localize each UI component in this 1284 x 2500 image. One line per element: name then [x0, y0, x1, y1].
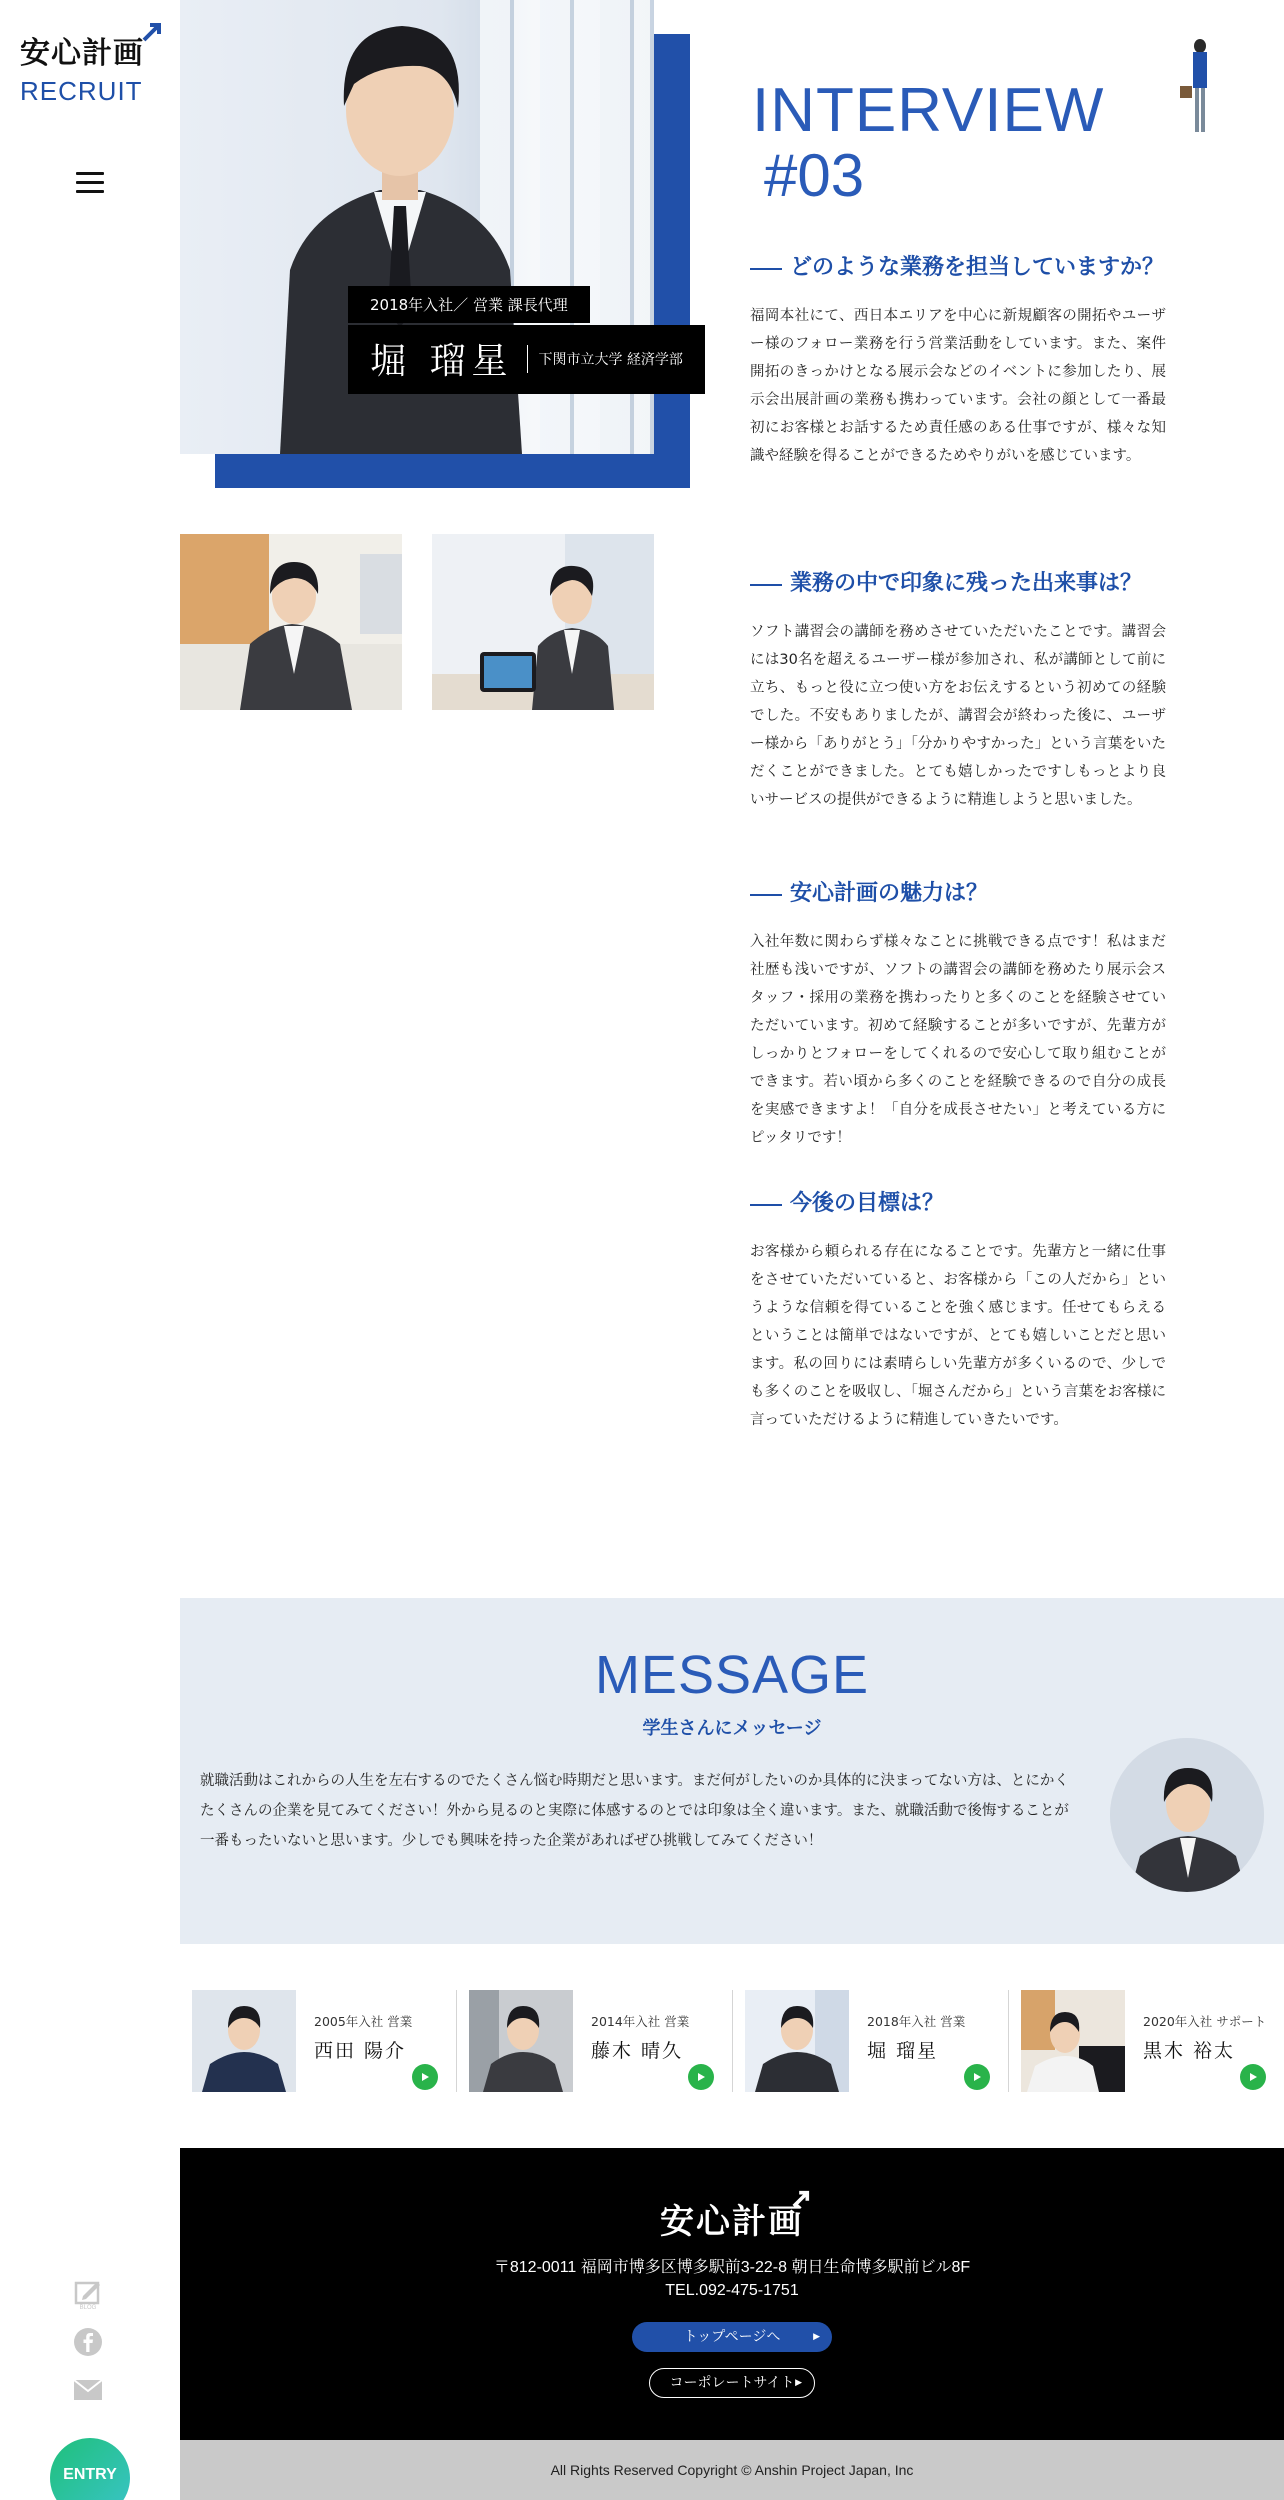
question-3: 安心計画の魅力は？: [790, 881, 989, 906]
staff-photo: [1021, 1990, 1125, 2092]
play-icon[interactable]: [412, 2064, 438, 2090]
play-icon[interactable]: [1240, 2064, 1266, 2090]
staff-name: 西田 陽介: [314, 2040, 407, 2062]
corporate-site-button-label: コーポレートサイト: [669, 2375, 795, 2391]
question-2: 業務の中で印象に残った出来事は？: [790, 571, 1143, 596]
staff-name: 堀 瑠星: [867, 2040, 939, 2062]
interview-title: INTERVIEW: [752, 76, 1105, 145]
answer-2: ソフト講習会の講師を務めさせていただいたことです。講習会には30名を超えるユーザー様が参加され、私が講師として前に立ち、もっと役に立つ使い方をお伝えするという初めての経験でした。不安もありましたが、講習会が終わった後に、ユーザー様から「ありがとう」「分かりやすかった」という言葉をいただくことができました。とても嬉しかったですしもっとより良いサービスの提供ができるように精進しようと思いました。: [750, 623, 1166, 808]
staff-list: [180, 1990, 1284, 2092]
message-subtitle: 学生さんにメッセージ: [642, 1718, 822, 1739]
staff-photo: [192, 1990, 296, 2092]
join-role: 2018年入社／ 営業 課長代理: [348, 286, 590, 323]
footer-address: 〒812-0011 福岡市博多区博多駅前3-22-8 朝日生命博多駅前ビル8F: [493, 2259, 971, 2276]
answer-1: 福岡本社にて、西日本エリアを中心に新規顧客の開拓やユーザー様のフォロー業務を行う営業活動をしています。また、案件開拓のきっかけとなる展示会などのイベントに参加したり、展示会出展計画の業務も携わっています。会社の顔として一番最初にお客様とお話するため責任感のある仕事ですが、様々な知識や経験を得ることができるためやりがいを感じています。: [750, 307, 1166, 464]
footer: [180, 2148, 1284, 2440]
social-links: [72, 2278, 108, 2422]
message-section: [180, 1598, 1284, 1944]
qa-block-4: [750, 1188, 1166, 1434]
top-page-button[interactable]: [632, 2322, 832, 2352]
play-icon[interactable]: [964, 2064, 990, 2090]
answer-3: 入社年数に関わらず様々なことに挑戦できる点です！私はまだ社歴も浅いですが、ソフトの講習会の講師を務めたり展示会スタッフ・採用の業務を携わったりと多くのことを経験させていただいています。初めて経験することが多いですが、先輩方がしっかりとフォローをしてくれるので安心して取り組むことができます。若い頃から多くのことを経験できるので自分の成長を実感できますよ！「自分を成長させたい」と考えている方にピッタリです！: [750, 933, 1166, 1146]
staff-photo: [469, 1990, 573, 2092]
staff-meta: 2020年入社 サポート: [1143, 2014, 1267, 2029]
play-icon[interactable]: [688, 2064, 714, 2090]
entry-button[interactable]: ENTRY: [50, 2438, 130, 2500]
facebook-icon[interactable]: [72, 2326, 104, 2358]
blog-icon[interactable]: [72, 2278, 104, 2310]
businessman-illustration: [1178, 38, 1218, 138]
profile-school: 下関市立大学 経済学部: [538, 351, 683, 368]
sidebar: [0, 0, 180, 2500]
staff-card[interactable]: [1008, 1990, 1284, 2092]
mail-icon[interactable]: [72, 2374, 104, 2406]
question-1: どのような業務を担当していますか？: [790, 255, 1165, 280]
staff-name: 黒木 裕太: [1143, 2040, 1236, 2062]
staff-meta: 2014年入社 営業: [591, 2014, 690, 2029]
copyright: All Rights Reserved Copyright © Anshin Project Japan, Inc: [180, 2440, 1284, 2500]
qa-block-2: [750, 568, 1166, 814]
footer-logo[interactable]: 安心計画: [660, 2202, 804, 2242]
footer-tel[interactable]: TEL.092-475-1751: [665, 2282, 799, 2299]
arrow-right-icon: ▶: [813, 2332, 820, 2342]
menu-icon[interactable]: [76, 172, 104, 194]
svg-text:BLOG: BLOG: [79, 2305, 97, 2310]
message-body: 就職活動はこれからの人生を左右するのでたくさん悩む時期だと思います。まだ何がしたいのか具体的に決まってない方は、とにかくたくさんの企業を見てみてください！外から見るのと実際に体感するのとでは印象は全く違います。また、就職活動で後悔することが一番もったいないと思います。少しでも興味を持った企業があればぜひ挑戦してみてください！: [200, 1773, 1069, 1849]
staff-card[interactable]: [456, 1990, 732, 2092]
staff-card[interactable]: [732, 1990, 1008, 2092]
top-page-button-label: トップページへ: [683, 2329, 781, 2345]
recruit-label[interactable]: RECRUIT: [20, 76, 143, 106]
staff-card[interactable]: [180, 1990, 456, 2092]
photo-tablet: [432, 534, 654, 710]
qa-block-3: [750, 878, 1166, 1152]
staff-photo: [745, 1990, 849, 2092]
footer-logo-arrow-icon: [792, 2190, 810, 2208]
staff-name: 藤木 晴久: [591, 2040, 684, 2062]
profile-name: 堀 瑠星: [370, 341, 514, 382]
arrow-right-icon: ▶: [795, 2378, 802, 2388]
message-title: MESSAGE: [594, 1645, 870, 1705]
corporate-site-button[interactable]: [649, 2368, 815, 2398]
profile-nameplate: [348, 286, 705, 394]
staff-meta: 2005年入社 営業: [314, 2014, 413, 2029]
question-4: 今後の目標は？: [790, 1191, 945, 1216]
qa-block-1: [750, 252, 1166, 470]
staff-meta: 2018年入社 営業: [867, 2014, 966, 2029]
message-avatar: [1110, 1738, 1264, 1892]
logo-arrow-icon: [142, 22, 162, 42]
interview-number: #03: [764, 142, 865, 209]
answer-4: お客様から頼られる存在になることです。先輩方と一緒に仕事をさせていただいていると、お客様から「この人だから」というような信頼を得ていることを強く感じます。任せてもらえるということは簡単ではないですが、とても嬉しいことだと思います。私の回りには素晴らしい先輩方が多くいるので、少しでも多くのことを吸収し、「堀さんだから」という言葉をお客様に言っていただけるように精進していきたいです。: [750, 1243, 1166, 1428]
photo-desk-meeting: [180, 534, 402, 710]
logo[interactable]: 安心計画: [20, 36, 144, 71]
